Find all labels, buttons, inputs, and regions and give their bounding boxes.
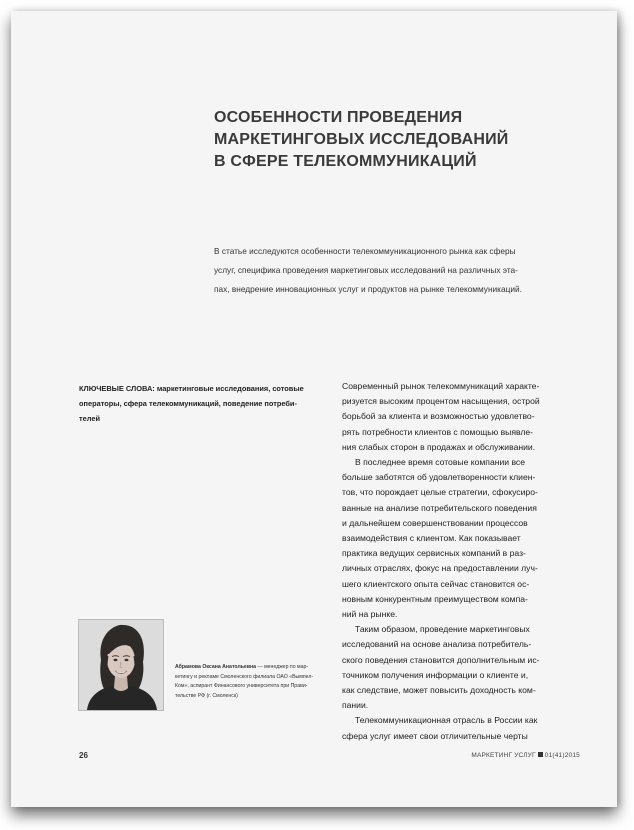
body-line: новным конкурентным преимуществом компа- <box>342 593 528 604</box>
body-line: борьбой за клиента и возможностью удовлетво- <box>342 411 535 422</box>
body-line: шего клиентского опыта сейчас становится ос- <box>342 578 530 589</box>
body-line: пании. <box>342 700 369 711</box>
square-bullet-icon <box>538 752 543 757</box>
body-line: личных отраслях, фокус на предоставлении луч- <box>342 563 538 574</box>
body-line: ния слабых сторон в продажах и обслуживании. <box>342 441 536 452</box>
body-line: ний на рынке. <box>342 609 398 620</box>
body-line: тов, что порождает целые стратегии, сфокусиро- <box>342 487 538 498</box>
body-line: В последнее время сотовые компании все <box>355 457 526 468</box>
issue-number: 01(41)2015 <box>544 752 580 759</box>
author-line: тельстве РФ (г. Смоленск) <box>175 692 238 699</box>
body-line: взаимодействия с клиентом. Как показывает <box>342 533 521 544</box>
author-line <box>175 663 313 673</box>
body-line: Современный рынок телекоммуникаций характе- <box>342 381 540 391</box>
body-line: ванные на анализе потребительского поведения <box>342 502 537 513</box>
title-line: МАРКЕТИНГОВЫХ ИССЛЕДОВАНИЙ <box>214 131 509 148</box>
keywords-line <box>79 381 304 396</box>
keywords-line: операторы, сфера телекоммуникаций, поведение потреби- <box>79 399 297 408</box>
abstract-line: В статье исследуются особенности телекоммуникационного рынка как сферы <box>214 246 516 256</box>
title-line: ОСОБЕННОСТИ ПРОВЕДЕНИЯ <box>214 109 463 126</box>
keywords-label: КЛЮЧЕВЫЕ СЛОВА: <box>79 384 155 393</box>
body-line: точником получения информации о клиенте и, <box>342 669 529 680</box>
author-role: — менеджер по мар- <box>256 664 309 670</box>
journal-page <box>11 11 617 807</box>
body-line: практика ведущих сервисных компаний в раз- <box>342 548 526 559</box>
journal-footer <box>471 752 580 759</box>
abstract-line: услуг, специфика проведения маркетинговых исследований на различных эта- <box>214 265 518 275</box>
author-photo <box>78 619 164 711</box>
body-line: ризуется высоким процентом насыщения, острой <box>342 396 540 407</box>
article-abstract <box>214 242 522 299</box>
body-line: сфера услуг имеет свои отличительные черты <box>342 730 528 741</box>
body-line: больше заботятся об удовлетворенности клиен- <box>342 472 536 483</box>
article-title <box>214 107 508 173</box>
journal-name: МАРКЕТИНГ УСЛУГ <box>471 752 536 759</box>
body-line: Таким образом, проведение маркетинговых <box>355 624 530 635</box>
body-line: и дальнейшем совершенствовании процессов <box>342 517 528 528</box>
body-line: ского поведения становится дополнительным ис- <box>342 654 540 665</box>
author-line: Ком», аспирант Финансового университета при Прави- <box>175 683 308 689</box>
title-line: В СФЕРЕ ТЕЛЕКОММУНИКАЦИЙ <box>214 153 477 170</box>
body-line: исследований на основе анализа потребитель- <box>342 639 532 650</box>
abstract-line: пах, внедрение инновационных услуг и продуктов на рынке телекоммуникаций. <box>214 284 522 294</box>
keywords-text: маркетинговые исследования, сотовые <box>154 384 304 393</box>
page-number: 26 <box>79 751 88 760</box>
article-body <box>342 379 540 744</box>
keywords-block <box>79 381 304 426</box>
author-name: Абрамова Оксана Анатольевна <box>175 664 257 670</box>
author-line: кетингу и рекламе Смоленского филиала ОАО «Вымпел- <box>175 673 314 680</box>
body-line: рять потребности клиентов с помощью выявле- <box>342 426 534 437</box>
author-info <box>175 663 313 701</box>
body-line: Телекоммуникационная отрасль в России как <box>355 715 538 726</box>
body-line: как следствие, может повысить доходность ком- <box>342 685 536 696</box>
keywords-line: телей <box>79 414 100 423</box>
author-portrait-image <box>79 620 163 710</box>
